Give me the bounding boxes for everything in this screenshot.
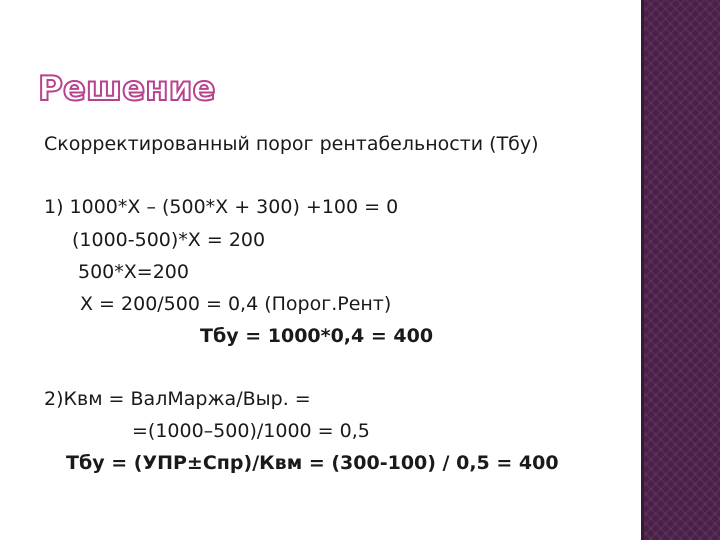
step1-line4: X = 200/500 = 0,4 (Порог.Рент) [80,293,392,315]
step2-result: Тбу = (УПР±Спр)/Квм = (300-100) / 0,5 = 400 [66,452,559,474]
slide-title: Решение [38,69,216,109]
step1-result: Тбу = 1000*0,4 = 400 [200,325,434,347]
sidebar-divider [641,0,644,540]
step2-line2: =(1000–500)/1000 = 0,5 [132,420,370,442]
subtitle: Скорректированный порог рентабельности (Тбу) [44,133,539,155]
step2-line1: 2)Квм = ВалМаржа/Выр. = [44,388,311,410]
step1-line3: 500*X=200 [78,261,189,283]
step1-line2: (1000-500)*X = 200 [72,229,266,251]
decorative-sidebar [641,0,720,540]
step1-line1: 1) 1000*X – (500*X + 300) +100 = 0 [44,196,399,218]
